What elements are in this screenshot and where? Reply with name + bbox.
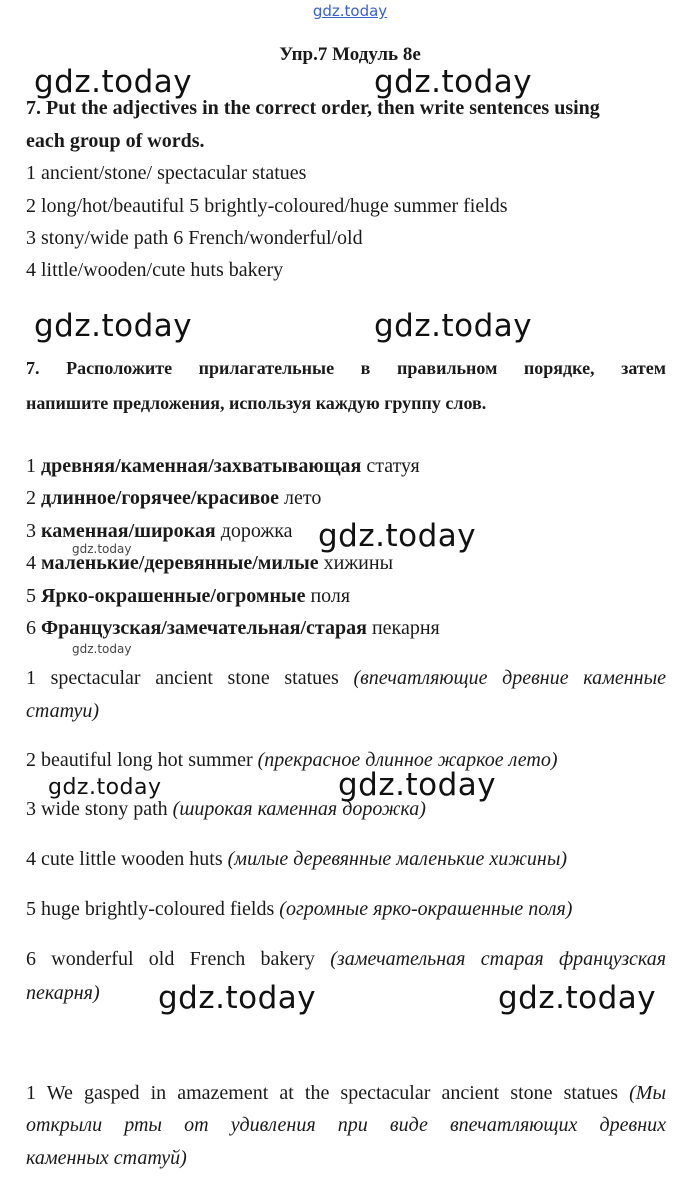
task-ru-line-1: 7. Расположите прилагательные в правильном порядке, затем: [26, 358, 666, 378]
ru-word-group: 1 древняя/каменная/захватывающая статуя: [26, 455, 420, 477]
sentence-line-cont: открыли рты от удивления при виде впечатляющих древних: [26, 1114, 666, 1136]
watermark: gdz.today: [34, 64, 193, 100]
word-group: 4 little/wooden/cute huts bakery: [26, 259, 284, 281]
answer-line: 4 cute little wooden huts (милые деревянные маленькие хижины): [26, 848, 568, 870]
watermark: gdz.today: [498, 980, 657, 1016]
word-group: 3 stony/wide path 6 French/wonderful/old: [26, 227, 363, 249]
answer-line: 3 wide stony path (широкая каменная дорожка): [26, 798, 426, 820]
task-ru-line-2: напишите предложения, используя каждую группу слов.: [26, 393, 487, 413]
watermark: gdz.today: [318, 518, 477, 554]
watermark: gdz.today: [374, 308, 533, 344]
watermark-small: gdz.today: [72, 542, 132, 556]
watermark: gdz.today: [48, 775, 162, 800]
watermark-link[interactable]: gdz.today: [312, 2, 388, 20]
task-en-line-1: 7. Put the adjectives in the correct order, then write sentences using: [26, 97, 600, 119]
ru-word-group: 5 Ярко-окрашенные/огромные поля: [26, 585, 351, 607]
watermark-small: gdz.today: [72, 642, 132, 656]
task-en-line-2: each group of words.: [26, 130, 205, 152]
ru-word-group: 2 длинное/горячее/красивое лето: [26, 487, 322, 509]
word-group: 1 ancient/stone/ spectacular statues: [26, 162, 307, 184]
watermark: gdz.today: [158, 980, 317, 1016]
sentence-line: 1 We gasped in amazement at the spectacular ancient stone statues (Мы: [26, 1082, 666, 1104]
page-title: Упр.7 Модуль 8е: [279, 44, 421, 65]
watermark: gdz.today: [374, 64, 533, 100]
answer-line: 5 huge brightly-coloured fields (огромные ярко-окрашенные поля): [26, 898, 573, 920]
answer-line: 6 wonderful old French bakery (замечательная старая французская: [26, 948, 666, 970]
word-group: 2 long/hot/beautiful 5 brightly-coloured/huge summer fields: [26, 195, 508, 217]
ru-word-group: 6 Французская/замечательная/старая пекарня: [26, 617, 440, 639]
sentence-line-cont: каменных статуй): [26, 1147, 187, 1169]
answer-line: 1 spectacular ancient stone statues (впечатляющие древние каменные: [26, 667, 666, 689]
watermark: gdz.today: [338, 767, 497, 803]
answer-line-cont: пекарня): [26, 982, 100, 1004]
ru-word-group: 4 маленькие/деревянные/милые хижины: [26, 552, 394, 574]
ru-word-group: 3 каменная/широкая дорожка: [26, 520, 293, 542]
answer-line: 2 beautiful long hot summer (прекрасное длинное жаркое лето): [26, 749, 558, 771]
answer-line-cont: статуи): [26, 700, 100, 722]
watermark: gdz.today: [34, 308, 193, 344]
